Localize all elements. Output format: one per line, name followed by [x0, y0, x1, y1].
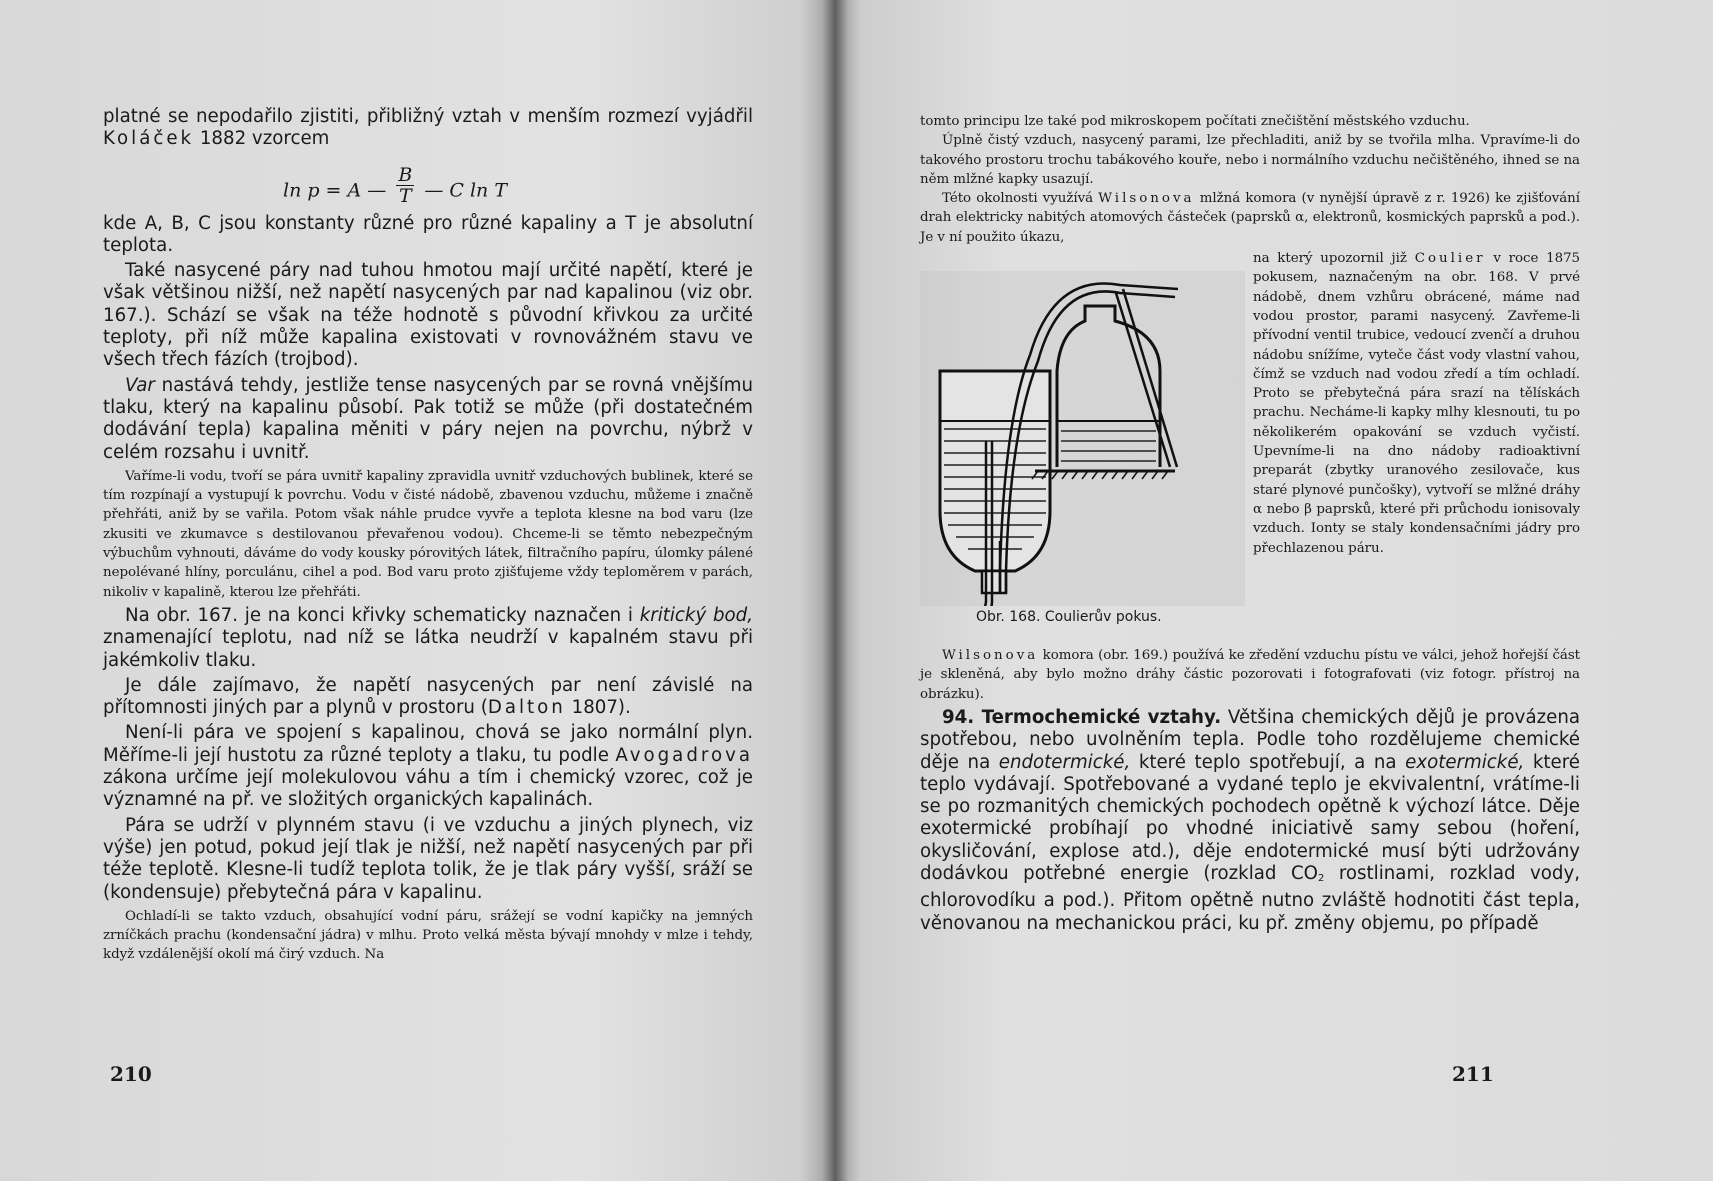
paragraph-boiling: Var nastává tehdy, jestliže tense nasycených par se rovná vnějšímu tlaku, který na kapalinu působí. Pak totiž se může (při dostatečném dodávání tepla) kapalina měniti v páry nejen na povrchu, nýbrž v celém rozsahu i uvnitř. [103, 374, 753, 463]
paragraph-critical-point: Na obr. 167. je na konci křivky schematicky naznačen i kritický bod, znamenající teplotu, nad níž se látka neudrží v kapalném stavu při jakémkoliv tlaku. [103, 604, 753, 671]
page-number-left: 210 [110, 1062, 152, 1086]
paragraph-avogadro: Není-li pára ve spojení s kapalinou, chová se jako normální plyn. Měříme-li její hustotu za různé teploty a tlaku, tu podle Avogadrova zákona určíme její molekulovou váhu a tím i chemický vzorec, což je významné na př. ve složitých organických kapalinách. [103, 722, 753, 811]
right-column [920, 112, 1580, 935]
paragraph-dalton: Je dále zajímavo, že napětí nasycených par není závislé na přítomnosti jiných par a plynů v prostoru (Dalton 1807). [103, 674, 753, 719]
paragraph-condensation: Pára se udrží v plynném stavu (i ve vzduchu a jiných plynech, viz výše) jen potud, pokud její tlak je nižší, než napětí nasycených par při téže teplotě. Klesne-li tudíž teplota tolik, že je tlak páry vyšší, sráží se (kondensuje) přebytečná pára v kapalinu. [103, 814, 753, 903]
formula-lhs: ln p = A — [283, 179, 387, 202]
page-211 [834, 0, 1713, 1181]
paragraph-thermochemistry: 94. Termochemické vztahy. Většina chemických dějů je provázena spotřebou, nebo uvolněním tepla. Podle toho rozdělujeme chemické děje na endotermické, které teplo spotřebují, a na exotermické, které teplo vydávají. Spotřebované a vydané teplo je ekvivalentní, vrátíme-li se po rozmanitých chemických pochodech opětně k výchozí látce. Děje exotermické probíhají po vhodné iniciativě samy sebou (hoření, okysličování, explose atd.), děje endotermické musí býti udržovány dodávkou potřebné energie (rozklad $CO_2$ rostlinami, rozklad vody, chlorovodíku a pod.). Přitom opětně nutno zvláště hodnotiti část tepla, věnovanou na mechanickou práci, ku př. změny objemu, po případě [920, 706, 1581, 934]
name-wilson: Wilsonova [1098, 191, 1195, 207]
coulier-apparatus-illustration [920, 271, 1245, 606]
paragraph-solid-vapour: Také nasycené páry nad tuhou hmotou mají určité napětí, které je však většinou nižší, než napětí nasycených par nad kapalinou (viz obr. 167.). Schází se však na téže hodnotě s původní křivkou za určité teploty, při níž může kapalina existovati v rovnovážném stavu ve všech třech fázích (trojbod). [103, 260, 753, 371]
smallprint-coulier: na který upozornil již Coulier v roce 1875 pokusem, naznačeným na obr. 168. V prvé nádobě, dnem vzhůru obrácené, máme nad vodou prostor, parami nasycený. Zavřeme-li přívodní ventil trubice, vedoucí zvenčí a druhou nádobu snížíme, vyteče část vody vlastní vahou, čímž se vzduch nad vodou zředí a tím ochladí. Proto se přebytečná pára srazí na tělískách prachu. Necháme-li kapky mlhy klesnouti, tu po několikerém opakování se vzduch vyčistí. Upevníme-li na dno nádoby radioaktivní preparát (zbytky uranového zesilovače, kus staré plynové punčošky), vytvoří se mlžné dráhy α nebo β paprsků, které při průchodu ionisovaly vzduch. Ionty se staly kondensačními jádry pro přechlazenou páru. [1253, 251, 1581, 556]
smallprint-supercooling: Úplně čistý vzduch, nasycený parami, lze přechladiti, aniž by se tvořila mlha. Vpravíme-li do takového prostoru trochu tabákového kouře, nebo i normálního vzduchu nečištěného, ihned se na něm mlžné kapky usazují. [920, 133, 1580, 187]
figure-block [920, 249, 1580, 644]
page-210 [0, 0, 834, 1181]
smallprint-wilson: Této okolnosti využívá Wilsonova mlžná komora (v nynější úpravě z r. 1926) ke zjišťování drah elektricky nabitých atomových částeček (paprsků α, elektronů, kosmických paprsků a pod.). Je v ní použito úkazu, [920, 191, 1580, 245]
paragraph-constants: kde A, B, C jsou konstanty různé pro různé kapaliny a T je absolutní teplota. [103, 212, 753, 256]
smallprint-wilson-chamber: Wilsonova komora (obr. 169.) používá ke zředění vzduchu pístu ve válci, jehož hořejší část je skleněná, aby bylo možno dráhy částic pozorovati i fotografovati (viz fotogr. přístroj na obrázku). [920, 648, 1580, 702]
smallprint-microscope: tomto principu lze také pod mikroskopem počítati znečištění městského vzduchu. [920, 114, 1470, 129]
formula [103, 153, 753, 209]
name-dalton: Dalton [487, 697, 566, 719]
smallprint-fog: Ochladí-li se takto vzduch, obsahující vodní páru, srážejí se vodní kapičky na jemných zrníčkách prachu (kondensační jádra) v mlhu. Proto velká města bývají mnohdy v mlze i tehdy, když vzdálenější okolí má čirý vzduch. Na [103, 908, 753, 963]
left-column [103, 106, 753, 965]
page-number-right: 211 [1452, 1062, 1494, 1086]
name-kolacek: Koláček [103, 128, 195, 150]
figure-caption: Obr. 168. Coulierův pokus. [976, 609, 1162, 626]
smallprint-boiling: Vaříme-li vodu, tvoří se pára uvnitř kapaliny zpravidla uvnitř vzduchových bublinek, které se tím rozpínají a vystupují k povrchu. Vodu v čisté nádobě, zbavenou vzduchu, můžeme i značně přehřáti, aniž by se vařila. Potom však náhle prudce vyvře a teplota klesne na bod varu (lze zkusiti ve zkumavce s destilovanou převařenou vodou). Chceme-li se těmto nebezpečným výbuchům vyhnouti, dáváme do vody kousky pórovitých látek, filtračního papíru, úlomky pálené nepolévané hlíny, porculánu, cihel a pod. Bod varu proto zjišťujeme vždy teploměrem v parách, nikoliv v kapalině, kterou lze přehřáti. [103, 468, 753, 600]
paragraph-kolacek: platné se nepodařilo zjistiti, přibližný vztah v menším rozmezí vyjádřil Koláček 1882 vzorcem [103, 106, 753, 150]
name-avogadro: Avogadrova [615, 744, 753, 766]
book-gutter [822, 0, 848, 1181]
formula-rhs: — C ln T [424, 179, 507, 202]
name-coulier: Coulier [1414, 251, 1486, 267]
section-heading-94: 94. Termochemické vztahy. [942, 706, 1222, 728]
formula-fraction: $\frac{B}{T}$ [398, 163, 413, 207]
figure-coulier [920, 271, 1245, 644]
name-wilson-2: Wilsonova [942, 648, 1039, 664]
